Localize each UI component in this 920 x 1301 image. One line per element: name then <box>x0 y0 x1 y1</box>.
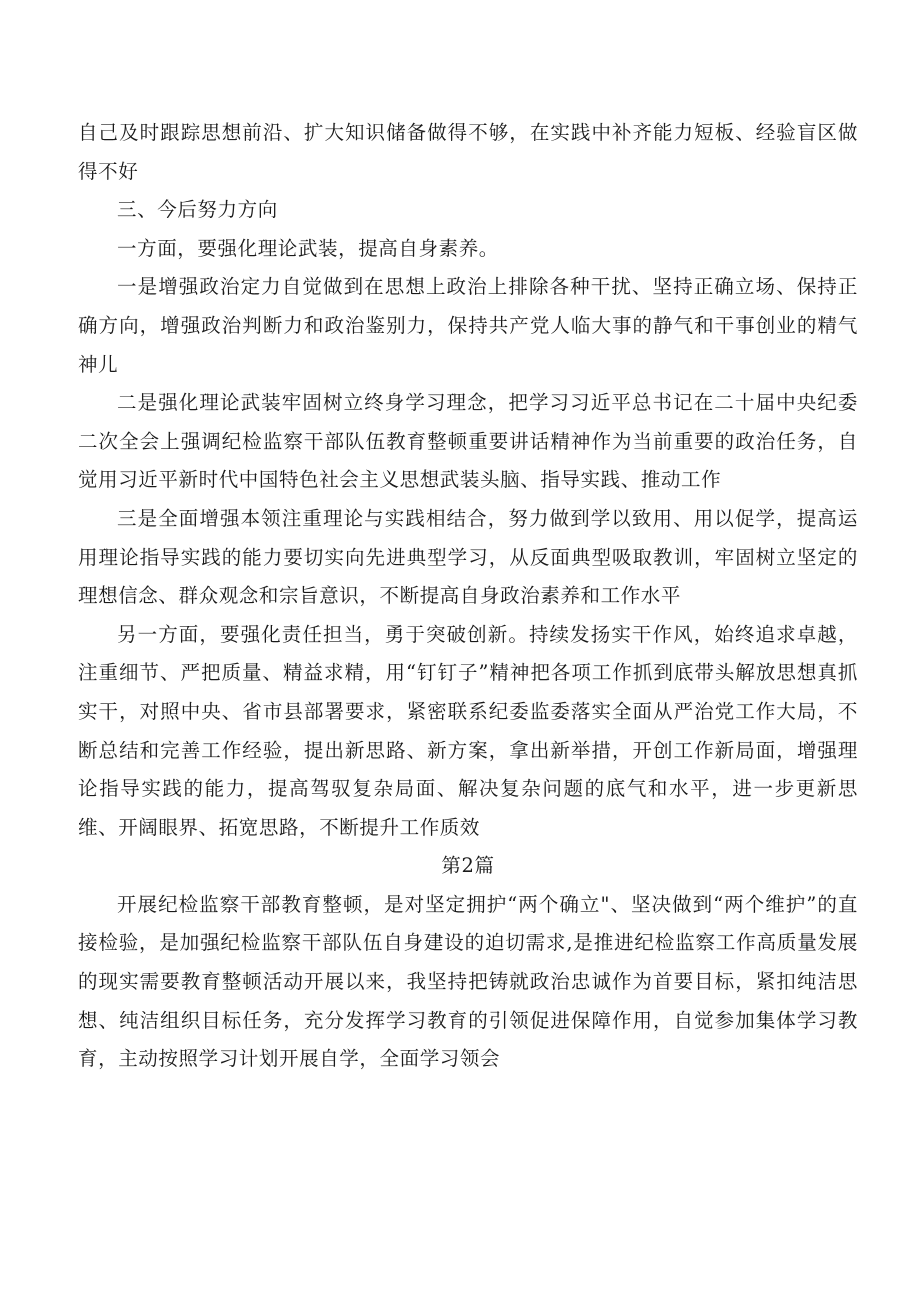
article-title: 第2篇 <box>441 854 495 878</box>
paragraph: 开展纪检监察干部教育整顿，是对坚定拥护“两个确立"、坚决做到“两个维护”的直接检验，是加强纪检监察干部队伍自身建设的迫切需求,是推进纪检监察工作高质量发展的现实需要教育整顿活动开展以来，我坚持把铸就政治忠诚作为首要目标，紧扣纯洁思想、纯洁组织目标任务，充分发挥学习教育的引领促进保障作用，自觉参加集体学习教育，主动按照学习计划开展自学，全面学习领会 <box>78 892 858 1071</box>
paragraph: 二是强化理论武装牢固树立终身学习理念，把学习习近平总书记在二十届中央纪委二次全会上强调纪检监察干部队伍教育整顿重要讲话精神作为当前重要的政治任务，自觉用习近平新时代中国特色社会主义思想武装头脑、指导实践、推动工作 <box>78 391 858 492</box>
paragraph: 一方面，要强化理论武装，提高自身素养。 <box>117 236 499 260</box>
paragraph: 三是全面增强本领注重理论与实践相结合，努力做到学以致用、用以促学，提高运用理论指导实践的能力要切实向先进典型学习，从反面典型吸取教训，牢固树立坚定的理想信念、群众观念和宗旨意识，不断提高自身政治素养和工作水平 <box>78 506 858 608</box>
paragraph: 另一方面，要强化责任担当，勇于突破创新。持续发扬实干作风，始终追求卓越，注重细节、严把质量、精益求精，用“钉钉子”精神把各项工作抓到底带头解放思想真抓实干，对照中央、省市县部署要求，紧密联系纪委监委落实全面从严治党工作大局，不断总结和完善工作经验，提出新思路、新方案，拿出新举措，开创工作新局面，增强理论指导实践的能力，提高驾驭复杂局面、解决复杂问题的底气和水平，进一步更新思维、开阔眼界、拓宽思路，不断提升工作质效 <box>78 622 858 839</box>
section-heading: 三、今后努力方向 <box>117 198 278 222</box>
document-body <box>78 114 858 1079</box>
paragraph: 一是增强政治定力自觉做到在思想上政治上排除各种干扰、坚持正确立场、保持正确方向，增强政治判断力和政治鉴别力，保持共产党人临大事的静气和干事创业的精气神儿 <box>78 275 858 376</box>
paragraph-continuation: 自己及时跟踪思想前沿、扩大知识储备做得不够，在实践中补齐能力短板、经验盲区做得不好 <box>78 121 858 183</box>
